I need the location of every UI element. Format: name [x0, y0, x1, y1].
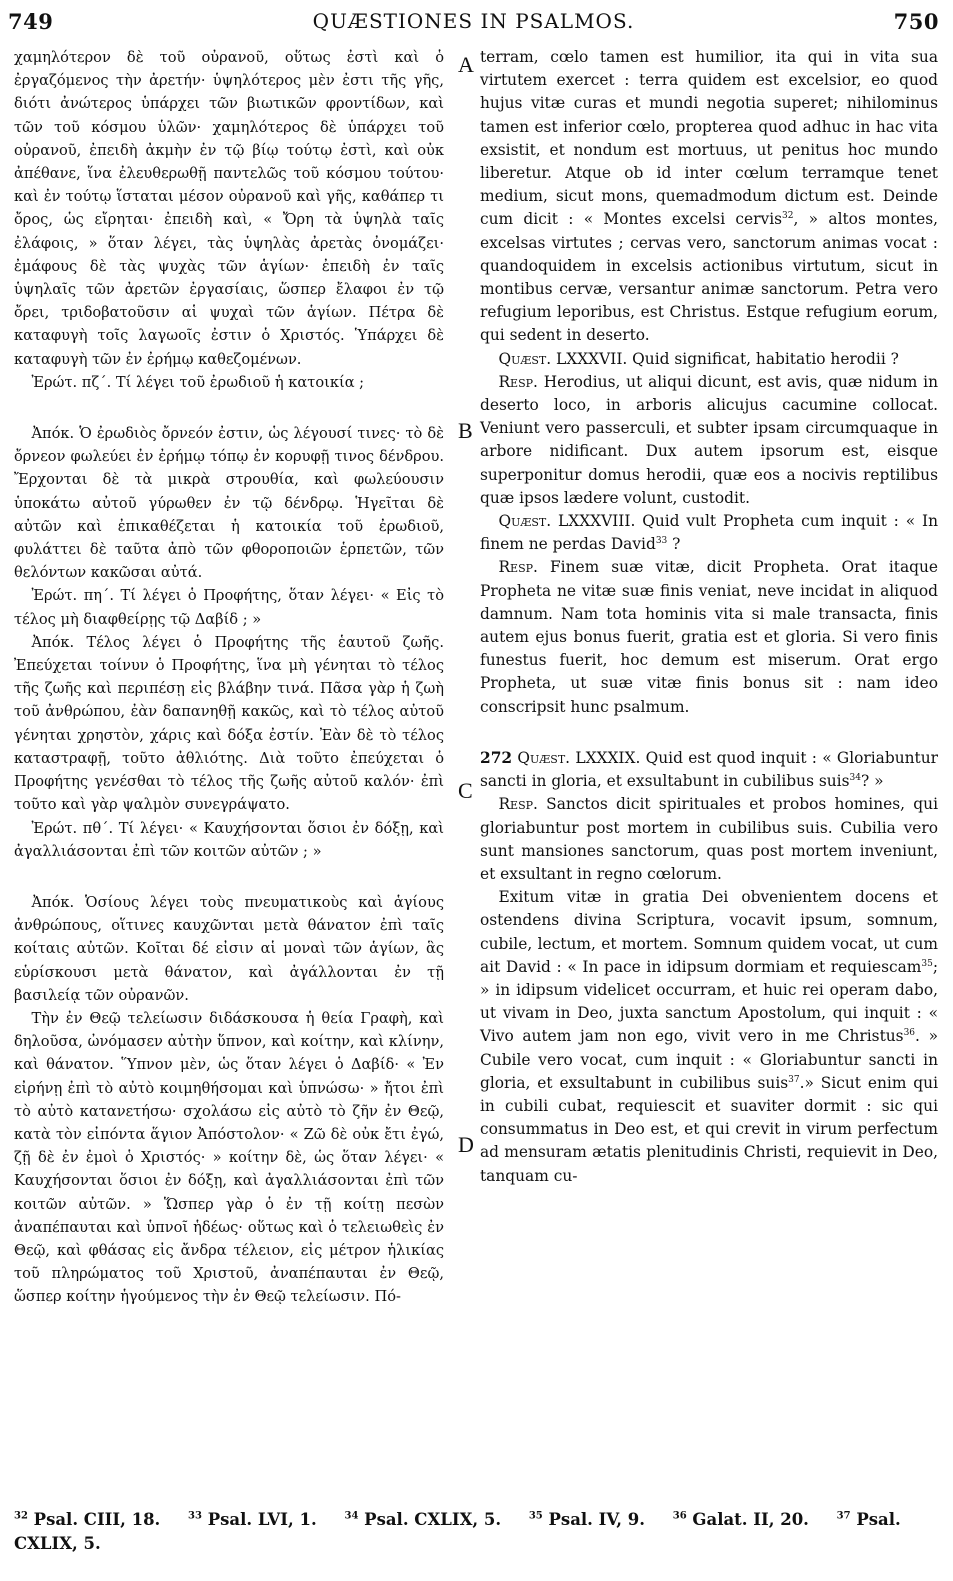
- footnote-ref: 36: [903, 1028, 916, 1039]
- latin-text: Exitum vitæ in gratia Dei obvenientem docens et ostendens divina Scriptura, vocavit ipsum, somnum, cubile, lectum, et mortem. Somnum quidem vocat, ut cum ait David : « In pace in idipsum dormiam et requiescam: [480, 888, 938, 976]
- question-text: LXXXIX. Quid est quod inquit : « Gloriabuntur sancti in gloria, et exsultabunt in cubilibus suis: [480, 748, 938, 791]
- latin-question-88: [480, 510, 938, 556]
- greek-question-89: Ἐρώτ. πθ΄. Τί λέγει· « Καυχήσονται ὅσιοι ἐν δόξῃ, καὶ ἀγαλλιάσονται ἐπὶ τῶν κοιτῶν αὐτῶν ; »: [14, 819, 444, 860]
- footnote: [673, 1510, 809, 1529]
- question-text: ? »: [860, 772, 884, 791]
- page-header: [8, 6, 939, 36]
- footnote-ref: 35: [921, 958, 933, 969]
- footnote-number: 32: [14, 1510, 28, 1522]
- margin-letter-d: D: [458, 1132, 474, 1157]
- footnote-ref: 33: [655, 536, 668, 547]
- footnote-number: 33: [188, 1510, 202, 1522]
- footnote-number: 35: [528, 1510, 543, 1522]
- latin-answer-87: [480, 371, 938, 510]
- question-text: LXXXVII. Quid significat, habitatio herodii ?: [551, 349, 899, 368]
- footnote: [188, 1510, 317, 1529]
- question-label: Quæst.: [498, 512, 552, 531]
- footnote-text: Psal. LVI, 1.: [201, 1510, 317, 1529]
- footnote-ref: 32: [782, 211, 794, 222]
- greek-question-88: Ἐρώτ. πη΄. Τί λέγει ὁ Προφήτης, ὅταν λέγει· « Εἰς τὸ τέλος μὴ διαφθείρῃς τῷ Δαβίδ ; »: [14, 587, 444, 628]
- question-label: Quæst.: [517, 748, 571, 767]
- footnote-ref: 34: [849, 772, 861, 783]
- response-label: Resp.: [498, 795, 538, 814]
- greek-question-87: Ἐρώτ. πζ΄. Τί λέγει τοῦ ἐρωδιοῦ ἡ κατοικία ;: [31, 373, 365, 391]
- running-title: QUÆSTIONES IN PSALMOS.: [312, 9, 635, 33]
- footnote-text: Galat. II, 20.: [686, 1510, 809, 1529]
- footnote-text: Psal. IV, 9.: [542, 1510, 646, 1529]
- footnote-text: Psal. CXLIX, 5.: [14, 1510, 901, 1553]
- margin-letter-b: B: [458, 418, 473, 443]
- latin-column: [480, 46, 938, 1188]
- footnote: [14, 1510, 160, 1529]
- page-number-left: 749: [8, 8, 54, 34]
- margin-letter-c: C: [458, 778, 473, 803]
- latin-text: . » Cubile vero vocat, cum inquit : « Gloriabuntur sancti in gloria, et exsultabunt in cubilibus suis: [480, 1027, 938, 1092]
- footnote-number: 34: [344, 1510, 359, 1522]
- latin-text: ; » in idipsum videlicet occurram, et huic rei operam dabo, ut vivam in Deo, juxta sanctum Apostolum, qui inquit : « Vivo autem jam non ego, vivit vero in me Christus: [480, 957, 938, 1046]
- footnote: [529, 1510, 645, 1529]
- latin-question-89: [480, 747, 938, 793]
- footnote-number: 37: [836, 1510, 851, 1522]
- greek-paragraph: χαμηλότερον δὲ τοῦ οὐρανοῦ, οὕτως ἐστὶ καὶ ὁ ἐργαζόμενος τὴν ἀρετήν· ὑψηλότερος μὲν ἐστι τῆς γῆς, διότι ἀνώτερος ὑπάρχει τῶν βιωτικῶν φροντίδων, καὶ τῶν τοῦ κόσμου ὑλῶν· χαμηλότερος δὲ ὑπάρχει τοῦ οὐρανοῦ, ἐπειδὴ ἀκμὴν ἐν τῷ βίῳ τούτῳ ἐστὶ, καὶ οὐκ ἀπέθανε, ἵνα ἐλευθερωθῇ παντελῶς τοῦ κόσμου τούτου· καὶ ἐν τούτῳ ἵσταται μέσον οὐρανοῦ καὶ γῆς, καθάπερ τι ὄρος, ὡς εἴρηται· ἐπειδὴ καὶ, « Ὄρη τὰ ὑψηλὰ ταῖς ἐλάφοις, » ὅταν λέγει, τὰς ὑψηλὰς ἀρετὰς ὀνομάζει· ἐμάφους δὲ τὰς ψυχὰς τῶν ἁγίων· ἐπειδὴ ἐν ταῖς ὑψηλαῖς τῶν ἀρετῶν ἐργασίαις, ὥσπερ ἔλαφοι ἐν τῷ ὄρει, τριδοβατοῦσιν αἱ ψυχαὶ τῶν ἁγίων. Πέτρα δὲ καταφυγὴ τοῖς λαγωοῖς ἐστιν ὁ Χριστός. Ὑπάρχει δὲ καταφυγὴ τῶν ἐν ἐρήμῳ καθεζομένων.: [14, 49, 444, 368]
- question-text: LXXXVIII. Quid vult Propheta cum inquit : « In finem ne perdas David: [480, 512, 938, 554]
- latin-answer-88: [480, 556, 938, 718]
- greek-answer-89: Ἀπόκ. Ὁσίους λέγει τοὺς πνευματικοὺς καὶ ἁγίους ἀνθρώπους, οἵτινες καυχῶνται μετὰ θάνατον ἐπὶ ταῖς κοίταις αὐτῶν. Κοῖται δέ εἰσιν αἱ μοναὶ τῶν ἁγίων, ἃς εὑρίσκουσι μετὰ θάνατον, καὶ ἀγάλλονται ἐν τῇ βασιλείᾳ τῶν οὐρανῶν.: [14, 893, 444, 1004]
- footnote-text: Psal. CIII, 18.: [27, 1510, 161, 1529]
- response-text: Sanctos dicit spirituales et probos homines, qui gloriabuntur post mortem in cubilibus suis. Cubilia vero sunt mansiones sanctorum, quas post mortem inveniunt, et exsultant in regno cœlorum.: [480, 795, 938, 883]
- greek-paragraph-final: Τὴν ἐν Θεῷ τελείωσιν διδάσκουσα ἡ θεία Γραφὴ, καὶ δηλοῦσα, ὠνόμασεν αὐτὴν ὕπνον, καὶ κοίτην, καὶ κλίνην, καὶ θάνατον. Ὕπνον μὲν, ὡς ὅταν λέγει ὁ Δαβίδ· « Ἐν εἰρήνῃ ἐπὶ τὸ αὐτὸ κοιμηθήσομαι καὶ ὑπνώσω· » ἤτοι ἐπὶ τὸ αὐτὸ κατανετήσω· σχολάσω εἰς αὐτὸ τὸ ζῆν ἐν Θεῷ, κατὰ τὸν εἰπόντα ἅγιον Ἀπόστολον· « Ζῶ δὲ οὐκ ἔτι ἐγώ, ζῇ δὲ ἐν ἐμοὶ ὁ Χριστός· » κοίτην δὲ, ὡς ὅταν λέγει· « Καυχήσονται ὅσιοι ἐν δόξῃ, καὶ ἀγαλλιάσονται ἐπὶ τῶν κοιτῶν αὐτῶν. » Ὥσπερ γὰρ ὁ ἐν τῇ κοίτῃ πεσὼν ἀναπέπαυται καὶ ὑπνοῖ ἡδέως· οὕτως καὶ ὁ τελειωθεὶς ἐν Θεῷ, καὶ φθάσας εἰς ἄνδρα τέλειον, εἰς μέτρον ἡλικίας τοῦ πληρώματος τοῦ Χριστοῦ, ἀναπέπαυται ἐν Θεῷ, ὥσπερ κοίτην ἡγούμενος τὴν ἐν Θεῷ τελείωσιν. Πό-: [14, 1009, 444, 1306]
- greek-answer-87: Ἀπόκ. Ὁ ἐρωδιὸς ὄρνεόν ἐστιν, ὡς λέγουσί τινες· τὸ δὲ ὄρνεον φωλεύει ἐν ἐρήμῳ τόπῳ ἐν κορυφῇ τινος δένδρου. Ἔρχονται δὲ τὰ μικρὰ στρουθία, καὶ φωλεύουσιν ὑποκάτω αὐτοῦ γύρωθεν ἐν τῷ δένδρῳ. Ἡγεῖται δὲ αὐτῶν καὶ ἐπικαθέζεται ἡ κατοικία τοῦ ἐρωδιοῦ, φυλάττει δὲ ταῦτα ἀπὸ τῶν φθοροποιῶν ἑρπετῶν, τῶν θελόντων κακῶσαι αὐτά.: [14, 425, 444, 582]
- response-text: Finem suæ vitæ, dicit Propheta. Orat itaque Propheta ne vitæ suæ finis veniat, neve incidat in aliquod damnum. Nam tota hominis vita si male transacta, finis autem ejus bonus fuerit, gratia est et gloria. Si vero finis funestus fuerit, hoc demum est miserum. Orat ergo Propheta, ut suæ vitæ finis bonus sit : nam ideo conscripsit hunc psalmum.: [480, 558, 938, 716]
- latin-text: terram, cœlo tamen est humilior, ita qui in vita sua virtutem exercet : terra quidem est excelsior, eo quod hujus vitæ curas et mundi negotia superet; nihilominus tamen est inferior cœlo, propterea quod adhuc in hac vita exsistit, et nondum est mortuus, ut penitus hoc mundo liberetur. Atque ob id inter cœlum terramque tenet medium, sicut mons, quemadmodum dictum est. Deinde cum dicit : « Montes excelsi cervis: [480, 48, 938, 229]
- question-label: Quæst.: [498, 349, 552, 368]
- response-text: Herodius, ut aliqui dicunt, est avis, quæ nidum in deserto loco, in arboris alicujus cacumine collocat. Veniunt vero passerculi, et subter ipsam circumquaque in arbore nidificant. Dux autem ipsorum est, eisque superponitur domus herodii, quæ eos a nocivis reptilibus quæ ipsos lædere volunt, custodit.: [480, 372, 938, 507]
- column-number: 272: [480, 748, 513, 767]
- footnote-text: Psal. CXLIX, 5.: [358, 1510, 502, 1529]
- footnote: [345, 1510, 502, 1529]
- page-number-right: 750: [893, 8, 939, 34]
- margin-letter-a: A: [458, 52, 474, 77]
- response-label: Resp.: [498, 558, 538, 577]
- latin-answer-89: [480, 793, 938, 886]
- greek-answer-88: Ἀπόκ. Τέλος λέγει ὁ Προφήτης τῆς ἑαυτοῦ ζωῆς. Ἐπεύχεται τοίνυν ὁ Προφήτης, ἵνα μὴ γένηται τὸ τέλος τῆς ζωῆς καὶ περιπέσῃ εἰς βλάβην τινά. Πᾶσα γὰρ ἡ ζωὴ τοῦ ἀνθρώπου, ἐὰν δαπανηθῇ κακῶς, καὶ τὸ τέλος αὐτοῦ γένηται χρηστὸν, χάρις καὶ δόξα ἐστίν. Ἐὰν δὲ τὸ τέλος καταστραφῇ, τοῦτο ἀθλιότης. Διὰ τοῦτο ἐπεύχεται ὁ Προφήτης γενέσθαι τὸ τέλος τῆς ζωῆς αὐτοῦ καλόν· ἐπὶ τοῦτο καὶ γὰρ ψαλμὸν συνεγράψατο.: [14, 633, 444, 814]
- latin-paragraph-final: [480, 886, 938, 1188]
- question-text: ?: [667, 535, 681, 554]
- latin-paragraph: [480, 46, 938, 348]
- latin-question-87: [480, 348, 938, 371]
- greek-column: [14, 46, 444, 1309]
- response-label: Resp.: [498, 372, 538, 391]
- footnote-ref: 37: [788, 1074, 800, 1085]
- footnotes: [14, 1508, 938, 1556]
- footnote-number: 36: [672, 1510, 687, 1522]
- latin-text: , » altos montes, excelsas virtutes ; cervas vero, sanctorum animas vocat : quandoquidem in excelsis actionibus virtutum, sicut in montibus cervæ, versantur animæ sanctorum. Petra vero refugium leporibus, est Christus. Estque refugium eorum, qui sedent in deserto.: [480, 210, 938, 345]
- latin-text: .» Sicut enim qui in cubili cubat, requiescit et suaviter dormit : sic qui consummatus in Deo est, et qui crevit in virum perfectum ad mensuram ætatis plenitudinis Christi, requievit in Deo, tanquam cu-: [480, 1073, 938, 1185]
